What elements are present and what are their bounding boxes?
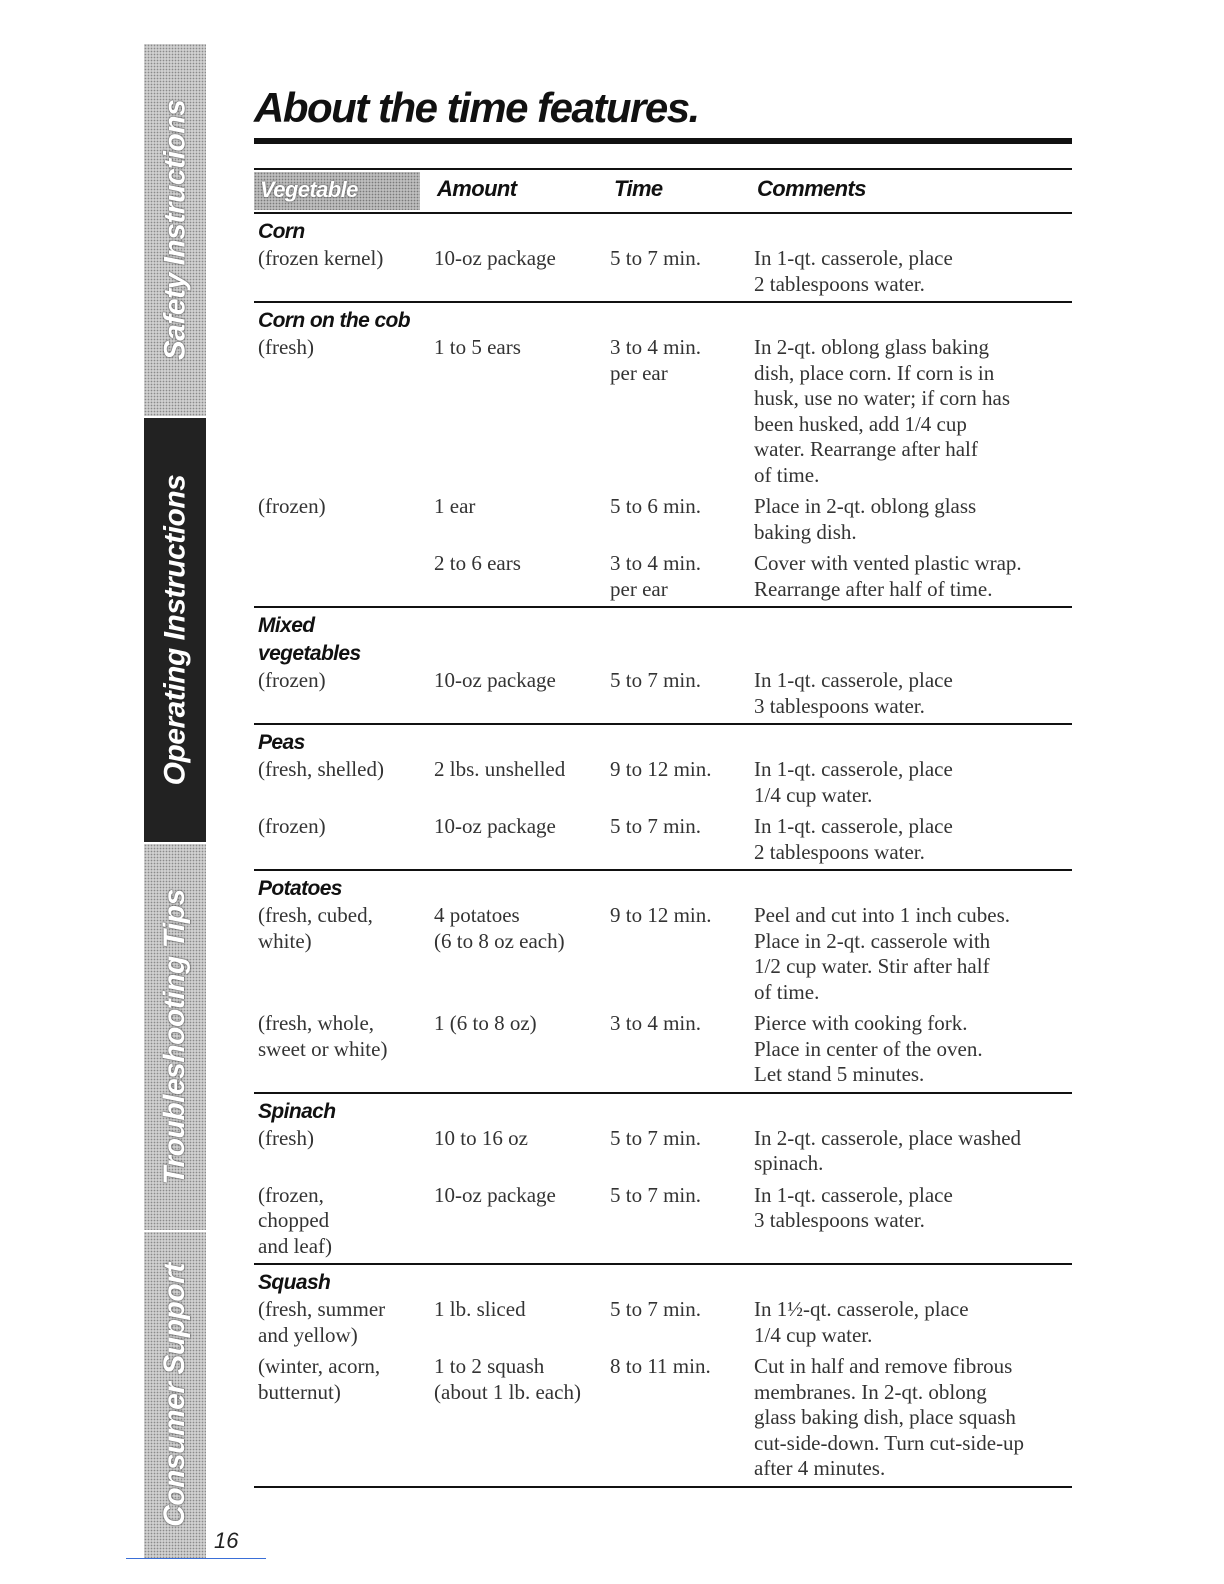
group-name: Spinach xyxy=(258,1099,336,1123)
table-row xyxy=(254,757,1072,808)
cell-vegetable xyxy=(254,551,434,602)
tab-label: Troubleshooting Tips xyxy=(158,889,191,1185)
table-group xyxy=(254,871,1072,1094)
cooking-time-table xyxy=(254,168,1072,1488)
cell-amount: 10-oz package xyxy=(434,814,556,838)
table-row xyxy=(254,1126,1072,1177)
table-group xyxy=(254,608,1072,725)
cell-vegetable: (fresh, summer and yellow) xyxy=(258,1297,386,1347)
page-number: 16 xyxy=(214,1528,239,1553)
group-name: Corn xyxy=(258,220,305,243)
cell-vegetable: (fresh) xyxy=(258,1125,314,1150)
tab-safety-instructions[interactable] xyxy=(144,44,206,416)
table-group xyxy=(254,1265,1072,1488)
page-title: About the time features. xyxy=(254,84,699,131)
cell-time: 5 to 7 min. xyxy=(610,246,702,270)
header-comments: Comments xyxy=(757,176,866,201)
cell-vegetable: (fresh, whole, sweet or white) xyxy=(258,1011,388,1061)
cell-amount: 1 lb. sliced xyxy=(434,1297,526,1321)
cell-comments: Cut in half and remove fibrous membranes. In 2-qt. oblong glass baking dish, place squash cut-side-down. Turn cut-side-up after 4 minutes. xyxy=(754,1354,1025,1480)
header-vegetable: Vegetable xyxy=(254,172,420,210)
cell-time: 5 to 6 min. xyxy=(610,494,702,518)
table-group xyxy=(254,725,1072,871)
cell-comments: In 1-qt. casserole, place 1/4 cup water. xyxy=(754,757,953,807)
table-row xyxy=(254,1297,1072,1348)
cell-time: 5 to 7 min. xyxy=(610,1182,702,1207)
cell-comments: Pierce with cooking fork. Place in center of the oven. Let stand 5 minutes. xyxy=(754,1011,983,1086)
cell-vegetable: (frozen) xyxy=(258,668,326,692)
cell-vegetable: (frozen) xyxy=(258,814,326,838)
cell-time: 8 to 11 min. xyxy=(610,1354,711,1378)
title-rule xyxy=(254,138,1072,144)
cell-amount: 1 (6 to 8 oz) xyxy=(434,1011,537,1035)
section-tabs xyxy=(144,44,206,1558)
cell-time: 5 to 7 min. xyxy=(610,668,702,692)
table-row xyxy=(254,668,1072,719)
table-row xyxy=(254,814,1072,865)
group-name: Peas xyxy=(258,731,305,754)
cell-time: 3 to 4 min. per ear xyxy=(610,551,702,601)
tab-consumer-support[interactable] xyxy=(144,1232,206,1558)
cell-comments: In 1-qt. casserole, place 2 tablespoons water. xyxy=(754,246,953,296)
header-time: Time xyxy=(614,176,663,201)
table-row xyxy=(254,903,1072,1005)
header-amount: Amount xyxy=(437,176,517,201)
cell-time: 3 to 4 min. xyxy=(610,1011,702,1035)
group-name: Squash xyxy=(258,1271,331,1294)
cell-amount: 10-oz package xyxy=(434,668,556,692)
cell-time: 5 to 7 min. xyxy=(610,1297,702,1321)
table-group xyxy=(254,303,1072,608)
cell-amount: 10 to 16 oz xyxy=(434,1125,528,1150)
cell-vegetable: (winter, acorn, butternut) xyxy=(258,1354,381,1404)
cell-comments: In 1-qt. casserole, place 3 tablespoons water. xyxy=(754,1182,953,1232)
table-group xyxy=(254,1094,1072,1266)
cell-vegetable: (fresh, shelled) xyxy=(258,757,384,781)
cell-vegetable: (frozen, chopped and leaf) xyxy=(258,1182,333,1258)
cell-time: 9 to 12 min. xyxy=(610,757,712,781)
cell-amount: 10-oz package xyxy=(434,1182,556,1207)
cell-comments: Cover with vented plastic wrap. Rearrange after half of time. xyxy=(754,551,1022,601)
cell-amount: 1 to 2 squash (about 1 lb. each) xyxy=(434,1354,581,1404)
cell-amount: 10-oz package xyxy=(434,246,556,270)
table-body xyxy=(254,214,1072,1488)
table-row xyxy=(254,494,1072,545)
group-name: Mixed vegetables xyxy=(258,614,361,665)
tab-operating-instructions[interactable] xyxy=(144,418,206,842)
group-name: Potatoes xyxy=(258,877,342,900)
tab-label: Safety Instructions xyxy=(158,99,191,361)
footer-rule xyxy=(126,1558,266,1559)
cell-comments: In 1-qt. casserole, place 2 tablespoons water. xyxy=(754,814,953,864)
cell-vegetable: (fresh, cubed, white) xyxy=(258,903,373,953)
cell-vegetable: (frozen) xyxy=(258,494,326,518)
tab-label: Operating Instructions xyxy=(158,474,192,786)
table-group xyxy=(254,214,1072,303)
cell-time: 5 to 7 min. xyxy=(610,1125,702,1150)
cell-time: 9 to 12 min. xyxy=(610,903,712,927)
tab-troubleshooting-tips[interactable] xyxy=(144,844,206,1230)
cell-amount: 2 lbs. unshelled xyxy=(434,757,566,781)
table-row xyxy=(254,246,1072,297)
table-row xyxy=(254,1011,1072,1088)
cell-comments: In 2-qt. casserole, place washed spinach. xyxy=(754,1125,1022,1175)
cell-amount: 1 ear xyxy=(434,494,476,518)
cell-comments: Peel and cut into 1 inch cubes. Place in 2-qt. casserole with 1/2 cup water. Stir after half of time. xyxy=(754,903,1011,1004)
table-row xyxy=(254,335,1072,488)
tab-label: Consumer Support xyxy=(158,1263,192,1527)
cell-amount: 1 to 5 ears xyxy=(434,335,521,359)
cell-comments: In 1-qt. casserole, place 3 tablespoons water. xyxy=(754,668,953,718)
table-header xyxy=(254,168,1072,214)
table-row xyxy=(254,1354,1072,1482)
cell-amount: 4 potatoes (6 to 8 oz each) xyxy=(434,903,565,953)
cell-amount: 2 to 6 ears xyxy=(434,551,521,575)
cell-vegetable: (frozen kernel) xyxy=(258,246,384,270)
cell-time: 5 to 7 min. xyxy=(610,814,702,838)
table-row xyxy=(254,551,1072,602)
cell-comments: In 1½-qt. casserole, place 1/4 cup water. xyxy=(754,1297,969,1347)
table-row xyxy=(254,1183,1072,1260)
cell-vegetable: (fresh) xyxy=(258,335,314,359)
cell-comments: In 2-qt. oblong glass baking dish, place corn. If corn is in husk, use no water; if corn has been husked, add 1/4 cup water. Rearrange after half of time. xyxy=(754,335,1011,487)
group-name: Corn on the cob xyxy=(258,309,410,332)
cell-comments: Place in 2-qt. oblong glass baking dish. xyxy=(754,494,977,544)
cell-time: 3 to 4 min. per ear xyxy=(610,335,702,385)
